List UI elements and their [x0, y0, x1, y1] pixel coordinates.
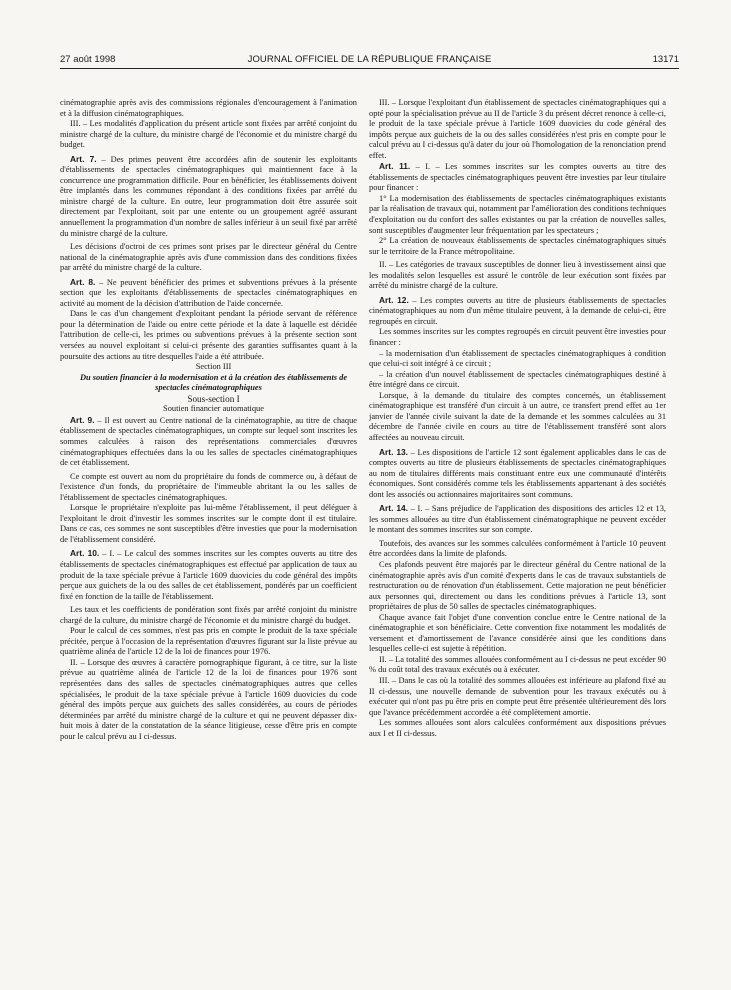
article-text: – Des primes peuvent être accordées afin de soutenir les exploitants d'établissements de spectacles cinématographiques qui maintiennent face à la concurrence une programmation difficile. Pour en bénéficier, les établissements doivent être implantés dans les communes répondant à des conditions fixées par arrêté du ministre chargé de la culture. En outre, leur programmation doit être assurée soit directement par l'exploitant, soit par une entente ou un groupement agréé assurant annuellement la programmation d'un nombre de salles inférieur à un seuil fixé par arrêté du ministre chargé de la culture. — [60, 154, 357, 238]
article-8 — [60, 277, 357, 310]
article-label: Art. 14. — [379, 503, 408, 514]
article-label: Art. 12. — [379, 294, 409, 305]
article-label: Art. 10. — [70, 548, 100, 559]
article-text: – I. – Sans préjudice de l'application des dispositions des articles 12 et 13, les sommes allouées au titre d'un établissement cinématographique ne peuvent excéder le montant des sommes inscrites sur son compte. — [369, 504, 666, 535]
paragraph: Lorsque le propriétaire n'exploite pas lui-même l'établissement, il peut déléguer à l'exploitant le droit d'investir les sommes inscrites sur le compte dont il est titulaire. Dans ce cas, ces sommes ne sont susceptibles d'être investies que pour la modernisation de l'établissement considéré. — [60, 503, 357, 544]
article-text: – Ne peuvent bénéficier des primes et subventions prévues à la présente section que les exploitants d'établissements de spectacles cinématographiques en activité au moment de la décision d'attribution de l'aide concernée. — [60, 277, 357, 308]
paragraph: Toutefois, des avances sur les sommes calculées conformément à l'article 10 peuvent être accordées dans la limite de plafonds. — [369, 538, 666, 559]
paragraph: II. – Les catégories de travaux susceptibles de donner lieu à investissement ainsi que les modalités selon lesquelles est assuré le contrôle de leur exécution sont fixées par arrêté du ministre chargé de la culture. — [369, 260, 666, 291]
paragraph: Dans le cas d'un changement d'exploitant pendant la période servant de référence pour la détermination de l'aide ou entre cette période et la date à laquelle est décidée l'attribution de celle-ci, les primes ou subventions prévues à la présente section sont versées au nouvel exploitant si celui-ci présente des garanties suffisantes quant à la poursuite des actions au titre desquelles l'aide a été attribuée. — [60, 309, 357, 361]
subsection-heading: Sous-section I — [187, 393, 240, 404]
section-title: Du soutien financier à la modernisation et à la création des établissements de spectacles cinématographiques — [79, 372, 348, 393]
article-11 — [369, 161, 666, 194]
page-number: 13171 — [652, 54, 679, 65]
paragraph: Lorsque, à la demande du titulaire des comptes concernés, un établissement cinématographique est transféré d'un circuit à un autre, ce transfert prend effet au 1er janvier de l'année civile suivant la date de la demande et les sommes calculées au 31 décembre de l'année civile en cours au titre de l'établissement transféré sont alors affectées au nouveau circuit. — [369, 390, 666, 442]
page-header — [60, 52, 679, 68]
header-date: 27 août 1998 — [60, 54, 116, 65]
paragraph: Les sommes allouées sont alors calculées conformément aux dispositions prévues aux I et II ci-dessus. — [369, 718, 666, 738]
article-10 — [60, 548, 357, 602]
article-14 — [369, 503, 666, 536]
journal-title: JOURNAL OFFICIEL DE LA RÉPUBLIQUE FRANÇAISE — [247, 54, 492, 65]
paragraph: 2° La création de nouveaux établissements de spectacles cinématographiques situés sur le territoire de la France métropolitaine. — [369, 236, 666, 256]
article-text: – Les dispositions de l'article 12 sont également applicables dans le cas de comptes ouverts au titre de plusieurs établissements de spectacles cinématographiques au nom de titulaires différents mais constituant entre eux une communauté d'intérêts économiques. Sont considérés comme tels les établissements appartenant à des sociétés dont les associés ou actionnaires majoritaires sont communs. — [369, 447, 666, 499]
subsection-title: Soutien financier automatique — [163, 404, 264, 414]
paragraph: III. – Les modalités d'application du présent article sont fixées par arrêté conjoint du ministre chargé de la culture, du ministre chargé de l'économie et du ministre chargé du budget. — [60, 119, 357, 150]
article-label: Art. 11. — [379, 161, 411, 172]
header-rule — [60, 68, 679, 69]
paragraph: II. – La totalité des sommes allouées conformément au I ci-dessus ne peut excéder 90 % du coût total des travaux exécutés ou à exécuter. — [369, 654, 666, 675]
paragraph: Les sommes inscrites sur les comptes regroupés en circuit peuvent être investies pour financer : — [369, 327, 666, 348]
article-13 — [369, 447, 666, 501]
article-9 — [60, 415, 357, 469]
article-text: – I. – Les sommes inscrites sur les comptes ouverts au titre des établissements de spectacles cinématographiques peuvent être investies par leur titulaire pour financer : — [369, 162, 666, 193]
paragraph: cinématographie après avis des commissions régionales d'encouragement à l'animation et à la diffusion cinématographiques. — [60, 98, 357, 118]
paragraph: Les taux et les coefficients de pondération sont fixés par arrêté conjoint du ministre chargé de la culture, du ministre chargé de l'économie et du ministre chargé du budget. — [60, 605, 357, 625]
right-column — [369, 98, 666, 953]
article-7 — [60, 154, 357, 239]
paragraph: Les décisions d'octroi de ces primes sont prises par le directeur général du Centre national de la cinématographie après avis d'une commission dans des conditions fixées par arrêté du ministre chargé de la culture. — [60, 242, 357, 273]
article-label: Art. 8. — [70, 276, 96, 287]
article-label: Art. 7. — [70, 153, 97, 164]
article-label: Art. 9. — [70, 414, 95, 425]
article-12 — [369, 295, 666, 328]
paragraph: Ces plafonds peuvent être majorés par le directeur général du Centre national de la cinématographie après avis d'un comité d'experts dans le cas de travaux substantiels de restructuration ou de rénovation d'un établissement. Cette majoration ne peut bénéficier aux personnes qui, directement ou dans les conditions prévues à l'article 13, sont propriétaires de plus de 50 salles de spectacles cinématographiques. — [369, 559, 666, 612]
paragraph: 1° La modernisation des établissements de spectacles cinématographiques existants par la réalisation de travaux qui, notamment par l'amélioration des conditions techniques d'exploitation ou du confort des salles existantes ou par la création de nouvelles salles, sont susceptibles d'augmenter leur fréquentation par les spectateurs ; — [369, 193, 666, 235]
paragraph: Ce compte est ouvert au nom du propriétaire du fonds de commerce ou, à défaut de l'existence d'un fonds, du propriétaire de l'immeuble abritant la ou les salles de l'établissement de spectacles cinématographiques. — [60, 471, 357, 502]
article-text: – I. – Le calcul des sommes inscrites sur les comptes ouverts au titre des établissements de spectacles cinématographiques est effectué par application de taux au produit de la taxe spéciale prévue à l'article 1609 duovicies du code général des impôts perçue aux guichets de la ou des salles de cet établissement, pondérés par un coefficient fixé en fonction de la taille de l'établissement. — [60, 549, 357, 601]
paragraph: Chaque avance fait l'objet d'une convention conclue entre le Centre national de la cinématographie et son bénéficiaire. Cette convention fixe notamment les modalités de versement et d'amortissement de l'avance considérée ainsi que les conditions dans lesquelles celle-ci est sujette à répétition. — [369, 612, 666, 654]
paragraph: Pour le calcul de ces sommes, n'est pas pris en compte le produit de la taxe spéciale précitée, perçue à l'occasion de la représentation d'œuvres figurant sur la liste prévue au quatrième alinéa de l'article 12 de la loi de finances pour 1976. — [60, 626, 357, 657]
article-text: – Les comptes ouverts au titre de plusieurs établissements de spectacles cinématographiques au nom d'un même titulaire peuvent, à la demande de celui-ci, être regroupés en circuit. — [369, 295, 666, 326]
section-heading: Section III — [195, 362, 232, 372]
paragraph: III. – Lorsque l'exploitant d'un établissement de spectacles cinématographiques qui a opté pour la spécialisation prévue au II de l'article 3 du présent décret renonce à celle-ci, le produit de la taxe spéciale prévue à l'article 1609 duovicies du code général des impôts perçue aux guichets de la ou des salles considérées n'est pris en compte pour le calcul prévu au I ci-dessus qu'à dater du jour où l'homologation de la renonciation prend effet. — [369, 98, 666, 160]
list-item: – la modernisation d'un établissement de spectacles cinématographiques à condition que celui-ci soit intégré à ce circuit ; — [369, 348, 666, 369]
paragraph: II. – Lorsque des œuvres à caractère pornographique figurant, à ce titre, sur la liste prévue au quatrième alinéa de l'article 12 de la loi de finances pour 1976 sont représentées dans des salles de spectacles cinématographiques autres que celles spécialisées, le produit de la taxe spéciale prévue à l'article 1609 duovicies du code général des impôts perçue aux guichets des salles considérées, au cours de périodes déterminées par arrêté du ministre chargé de la culture et qui ne peuvent dépasser dix-huit mois à dater de la constatation de la séance litigieuse, cesse d'être pris en compte pour le calcul prévu au I ci-dessus. — [60, 657, 357, 741]
left-column — [60, 98, 357, 953]
paragraph: III. – Dans le cas où la totalité des sommes allouées est inférieure au plafond fixé au II ci-dessus, une nouvelle demande de subvention pour les travaux exécutés ou à exécuter qui n'ont pas pu être pris en compte peut être présentée ultérieurement dès lors que l'avance précédemment accordée a été complètement amortie. — [369, 675, 666, 717]
list-item: – la création d'un nouvel établissement de spectacles cinématographiques destiné à être intégré dans ce circuit. — [369, 369, 666, 390]
article-label: Art. 13. — [379, 446, 408, 457]
article-text: – Il est ouvert au Centre national de la cinématographie, au titre de chaque établissement de spectacles cinématographiques, un compte sur lequel sont inscrites les sommes calculées à raison des représentations commerciales d'œuvres cinématographiques effectuées dans la ou les salles de spectacles cinématographiques de cet établissement. — [60, 415, 357, 468]
